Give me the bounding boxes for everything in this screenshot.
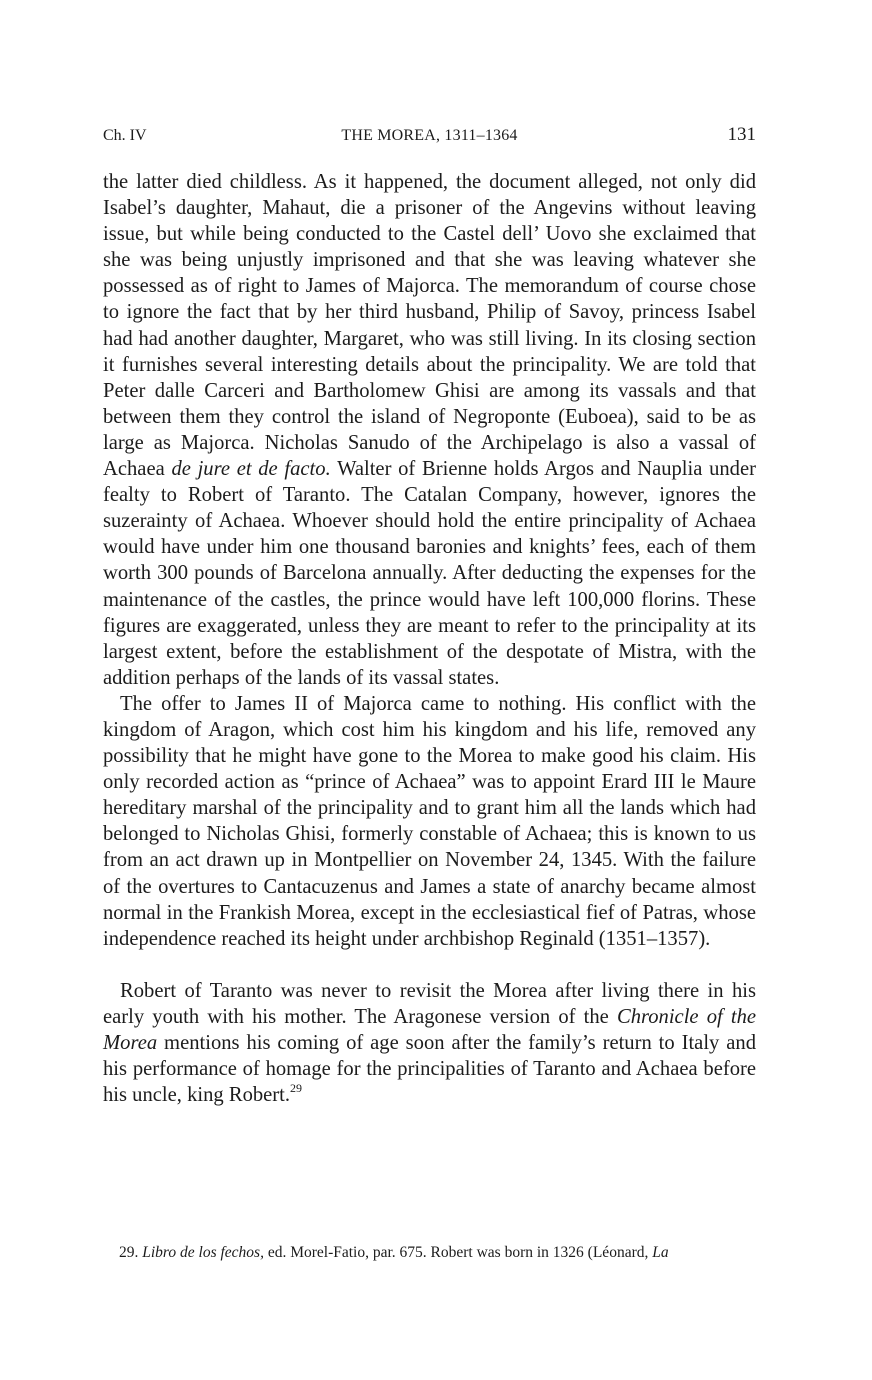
paragraph-2: The offer to James II of Majorca came to nothing. His conflict with the kingdom of Aragon, which cost him his kingdom and his life, removed any possibility that he might have gone to the Morea to make good his claim. His only recorded action as “prince of Achaea” was to appoint Erard III le Maure hereditary marshal of the principality and to grant him all the lands which had belonged to Nicholas Ghisi, formerly constable of Achaea; this is known to us from an act drawn up in Montpellier on November 24, 1345. With the failure of the overtures to Cantacuzenus and James a state of anarchy became almost normal in the Frankish Morea, except in the ecclesiastical fief of Patras, whose independence reached its height under archbishop Reginald (1351–1357).: [103, 692, 756, 950]
page-number: 131: [727, 124, 756, 145]
footnote-reference: 29: [290, 1081, 303, 1096]
footnote-29: 29. Libro de los fechos, ed. Morel-Fatio, par. 675. Robert was born in 1326 (Léonard, La: [119, 1244, 669, 1261]
italic-phrase: de jure et de facto.: [171, 458, 331, 481]
footnote-source-title: Libro de los fechos,: [142, 1244, 264, 1261]
running-title: THE MOREA, 1311–1364: [341, 127, 518, 144]
chapter-label: Ch. IV: [103, 127, 147, 144]
body-text: [103, 169, 756, 1108]
paragraph-1: the latter died childless. As it happened, the document alleged, not only did Isabel’s daughter, Mahaut, die a prisoner of the Angevins without leaving issue, but while being conducted to the Castel dell’ Uovo she exclaimed that she was being unjustly imprisoned and that she was leaving whatever she possessed as of right to James of Majorca. The memorandum of course chose to ignore the fact that by her third husband, Philip of Savoy, princess Isabel had had another daughter, Margaret, who was still living. In its closing section it furnishes several interesting details about the principality. We are told that Peter dalle Carceri and Bartholomew Ghisi are among its vassals and that between them they control the island of Negroponte (Euboea), said to be as large as Majorca. Nicholas Sanudo of the Archipelago is also a vassal of Achaea de jure et de facto. Walter of Brienne holds Argos and Nauplia under fealty to Robert of Taranto. The Catalan Company, however, ignores the suzerainty of Achaea. Whoever should hold the entire principality of Achaea would have under him one thousand baronies and knights’ fees, each of them worth 300 pounds of Barcelona annually. After deducting the expenses for the maintenance of the castles, the prince would have left 100,000 florins. These figures are exaggerated, unless they are meant to refer to the principality at its largest extent, before the establishment of the despotate of Mistra, with the addition perhaps of the lands of its vassal states.: [103, 171, 756, 689]
paragraph-3: Robert of Taranto was never to revisit the Morea after living there in his early youth with his mother. The Aragonese version of the Chronicle of the Morea mentions his coming of age soon after the family’s return to Italy and his performance of homage for the principalities of Taranto and Achaea before his uncle, king Robert.$^{29}$: [103, 979, 757, 1107]
footnote-number: 29.: [119, 1244, 139, 1261]
chronicle-title: Chronicle of the Morea: [103, 1005, 757, 1054]
running-header: [103, 124, 756, 150]
